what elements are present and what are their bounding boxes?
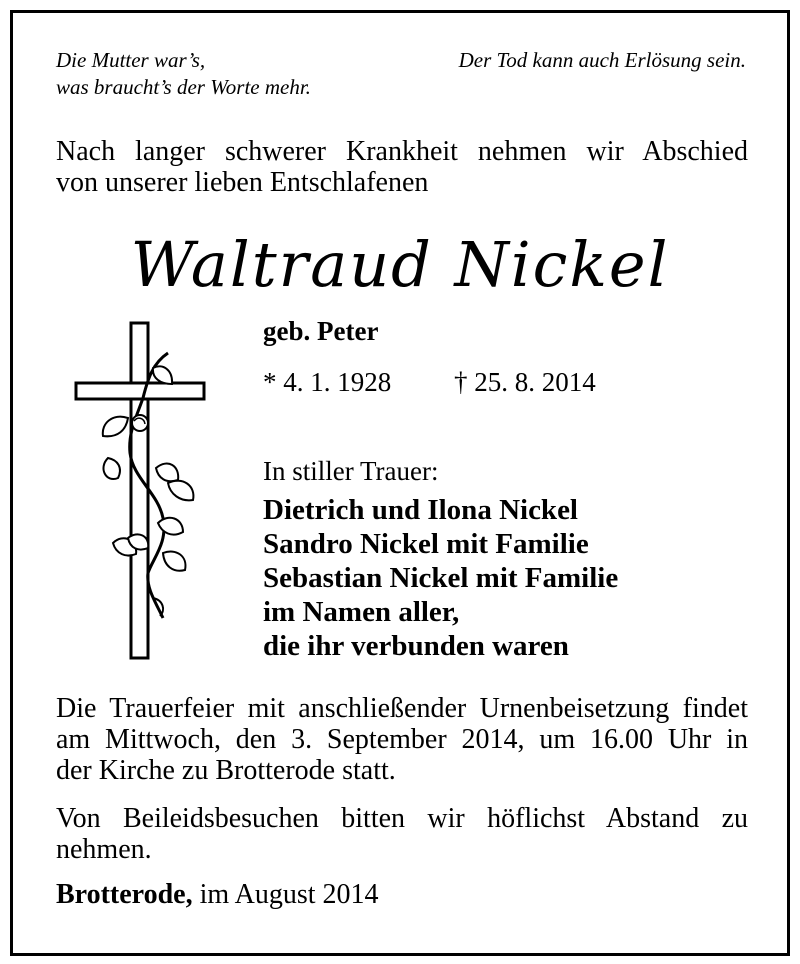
service-line: Die Trauerfeier mit anschließender Urnenbeisetzung findet: [56, 693, 748, 724]
place-month: im August 2014: [192, 879, 379, 910]
mourner-line: im Namen aller,: [263, 596, 460, 628]
quote-left: [56, 47, 311, 101]
mourner-line: Sebastian Nickel mit Familie: [263, 562, 619, 594]
service-line: der Kirche zu Brotterode statt.: [56, 755, 396, 786]
birth-date: * 4. 1. 1928: [263, 367, 392, 397]
death-date: † 25. 8. 2014: [454, 367, 596, 397]
deceased-name: Waltraud Nickel: [130, 228, 670, 301]
cross-with-rose-icon: [68, 318, 218, 663]
condolence-line: Von Beileidsbesuchen bitten wir höflichst Abstand zu: [56, 803, 748, 834]
mourner-line: die ihr verbunden waren: [263, 630, 569, 662]
condolence-line: nehmen.: [56, 834, 152, 865]
dates: [263, 367, 596, 398]
place-name: Brotterode,: [56, 879, 193, 910]
intro-text: [56, 136, 748, 198]
condolence-note: [56, 803, 748, 865]
mourners-list: [263, 493, 618, 663]
place-date: [56, 879, 379, 911]
quote-left-line: was braucht’s der Worte mehr.: [56, 75, 311, 99]
mourning-label: In stiller Trauer:: [263, 456, 439, 486]
obituary-frame: [10, 10, 790, 956]
quote-left-line: Die Mutter war’s,: [56, 48, 206, 72]
quote-right: Der Tod kann auch Erlösung sein.: [458, 48, 746, 72]
intro-line: von unserer lieben Entschlafenen: [56, 167, 429, 198]
born-name: geb. Peter: [263, 316, 379, 346]
intro-line: Nach langer schwerer Krankheit nehmen wir Abschied: [56, 136, 748, 167]
service-line: am Mittwoch, den 3. September 2014, um 16.00 Uhr in: [56, 724, 748, 755]
mourner-line: Sandro Nickel mit Familie: [263, 528, 589, 560]
mourner-line: Dietrich und Ilona Nickel: [263, 494, 578, 526]
service-info: [56, 693, 748, 786]
